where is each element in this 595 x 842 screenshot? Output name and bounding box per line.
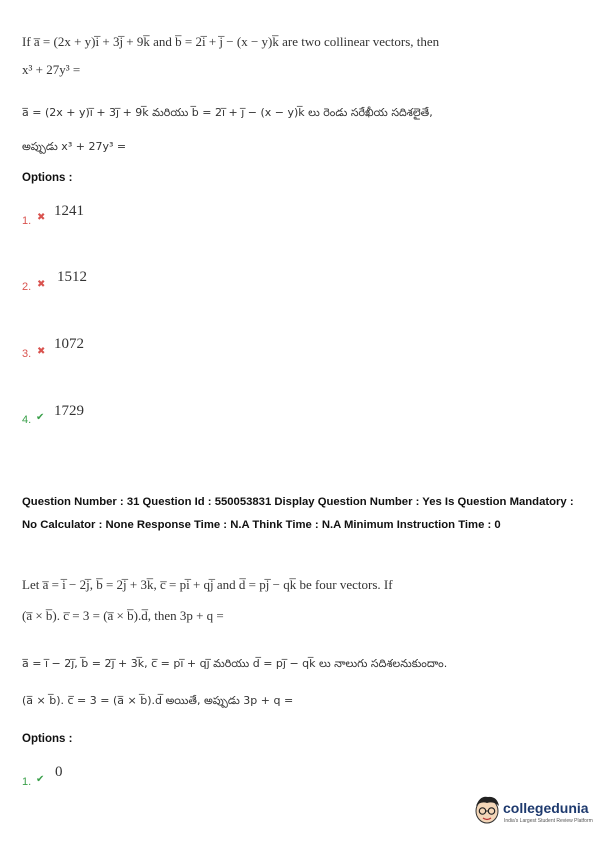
- collegedunia-logo: [472, 794, 593, 832]
- q31-english-line2: (a̅ × b̅). c̅ = 3 = (a̅ × b̅).d̅, then 3p + q =: [22, 608, 224, 623]
- mascot-icon: [472, 794, 502, 826]
- option-number: 1.: [22, 215, 32, 227]
- q31-telugu-line1: a̅ = i̅ − 2j̅, b̅ = 2j̅ + 3k̅, c̅ = pi̅ + qj̅ మరియు d̅ = pj̅ − qk̅ లు నాలుగు సదిశలనుకుందాం.: [22, 657, 448, 670]
- option-value: 1512: [57, 269, 87, 285]
- option-value: 0: [55, 764, 63, 780]
- option-number: 1.: [22, 776, 32, 788]
- option-value: 1072: [54, 336, 84, 352]
- correct-check-icon: ✔: [36, 774, 45, 785]
- wrong-cross-icon: ✖: [37, 279, 46, 290]
- correct-check-icon: ✔: [36, 412, 45, 423]
- q31-english-line1: Let a̅ = i̅ − 2j̅, b̅ = 2j̅ + 3k̅, c̅ = pi̅ + qj̅ and d̅ = pj̅ − qk̅ be four vectors. If: [22, 577, 393, 592]
- option-number: 2.: [22, 281, 32, 293]
- option-number: 3.: [22, 348, 32, 360]
- q31-telugu-line2: (a̅ × b̅). c̅ = 3 = (a̅ × b̅).d̅ అయితే, అప్పుడు 3p + q =: [22, 694, 294, 707]
- q31-metadata: Question Number : 31 Question Id : 550053831 Display Question Number : Yes Is Question Mandatory : No Calculator : None Response Time : N.A Think Time : N.A Minimum Instruction Time : 0: [22, 496, 574, 531]
- option-value: 1241: [54, 203, 84, 219]
- q31-options-label: Options :: [22, 733, 73, 745]
- q30-telugu-line2: అప్పుడు x³ + 27y³ =: [22, 140, 127, 153]
- option-value: 1729: [54, 403, 84, 419]
- q30-english-line1: If a̅ = (2x + y)i̅ + 3j̅ + 9k̅ and b̅ = 2i̅ + j̅ − (x − y)k̅ are two collinear vectors, then: [22, 34, 440, 49]
- q30-english-line2: x³ + 27y³ =: [22, 62, 81, 77]
- q30-options-label: Options :: [22, 172, 73, 184]
- wrong-cross-icon: ✖: [37, 346, 46, 357]
- option-number: 4.: [22, 414, 32, 426]
- q30-telugu-line1: a̅ = (2x + y)i̅ + 3j̅ + 9k̅ మరియు b̅ = 2i̅ + j̅ − (x − y)k̅ లు రెండు సరేఖీయ సదిశలైతే,: [22, 106, 433, 119]
- logo-tagline: India's Largest Student Review Platform: [504, 818, 593, 824]
- wrong-cross-icon: ✖: [37, 212, 46, 223]
- logo-wordmark: collegedunia: [503, 800, 589, 816]
